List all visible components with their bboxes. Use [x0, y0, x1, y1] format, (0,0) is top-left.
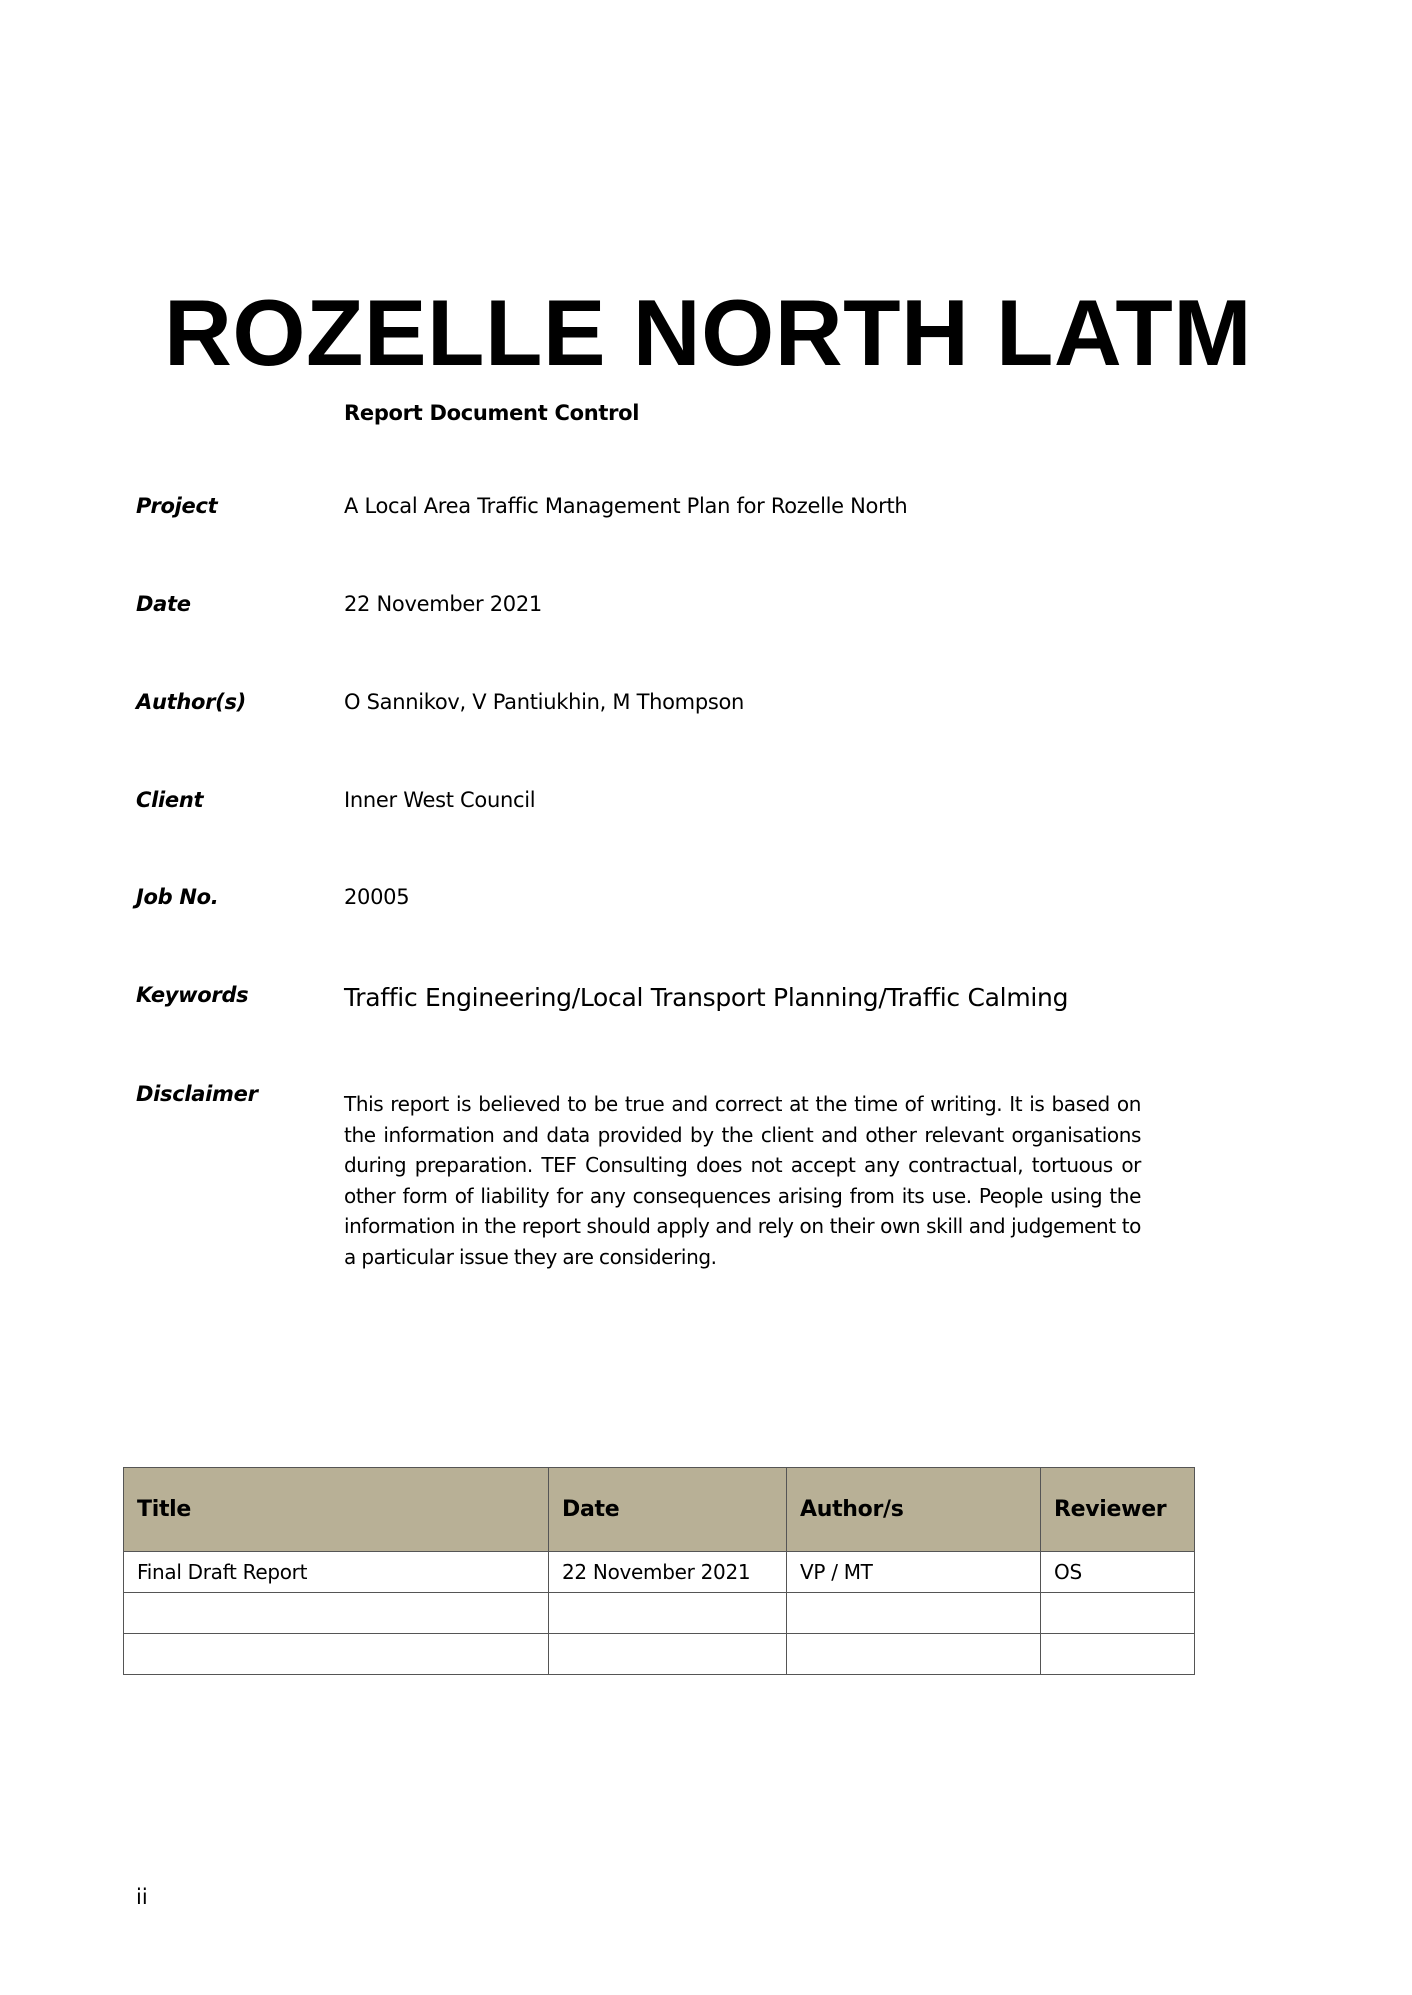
page-number: ii: [136, 1885, 148, 1909]
client-value: Inner West Council: [344, 788, 536, 812]
table-cell-reviewer: [1041, 1634, 1195, 1675]
table-cell-date: 22 November 2021: [549, 1552, 787, 1593]
job-no-label: Job No.: [136, 885, 219, 909]
disclaimer-label: Disclaimer: [136, 1082, 258, 1106]
table-header-row: [124, 1468, 1195, 1552]
keywords-value: Traffic Engineering/Local Transport Planning/Traffic Calming: [344, 983, 1069, 1012]
table-row: [124, 1593, 1195, 1634]
table-cell-reviewer: [1041, 1593, 1195, 1634]
client-label: Client: [136, 788, 204, 812]
table-cell-authors: [787, 1593, 1041, 1634]
document-subtitle: Report Document Control: [344, 401, 640, 425]
document-control-table: [123, 1467, 1195, 1675]
project-label: Project: [136, 494, 218, 518]
job-no-value: 20005: [344, 885, 410, 909]
keywords-label: Keywords: [136, 983, 249, 1007]
table-cell-reviewer: OS: [1041, 1552, 1195, 1593]
project-value: A Local Area Traffic Management Plan for Rozelle North: [344, 494, 908, 518]
authors-label: Author(s): [136, 690, 246, 714]
disclaimer-text: This report is believed to be true and correct at the time of writing. It is based on the information and data provided by the client and other relevant organisations during preparation. TEF Consulting does not accept any contractual, tortuous or other form of liability for any consequences arising from its use. People using the information in the report should apply and rely on their own skill and judgement to a particular issue they are considering.: [344, 1092, 1141, 1269]
date-label: Date: [136, 592, 191, 616]
table-cell-title: Final Draft Report: [124, 1552, 549, 1593]
column-header-date: Date: [549, 1468, 787, 1552]
table-cell-date: [549, 1593, 787, 1634]
table-cell-title: [124, 1634, 549, 1675]
column-header-authors: Author/s: [787, 1468, 1041, 1552]
table-cell-date: [549, 1634, 787, 1675]
document-title: ROZELLE NORTH LATM: [163, 280, 1253, 385]
table-cell-title: [124, 1593, 549, 1634]
table-row: [124, 1634, 1195, 1675]
authors-value: O Sannikov, V Pantiukhin, M Thompson: [344, 690, 745, 714]
table-row: [124, 1552, 1195, 1593]
date-value: 22 November 2021: [344, 592, 542, 616]
table-cell-authors: VP / MT: [787, 1552, 1041, 1593]
column-header-title: Title: [124, 1468, 549, 1552]
table-cell-authors: [787, 1634, 1041, 1675]
column-header-reviewer: Reviewer: [1041, 1468, 1195, 1552]
